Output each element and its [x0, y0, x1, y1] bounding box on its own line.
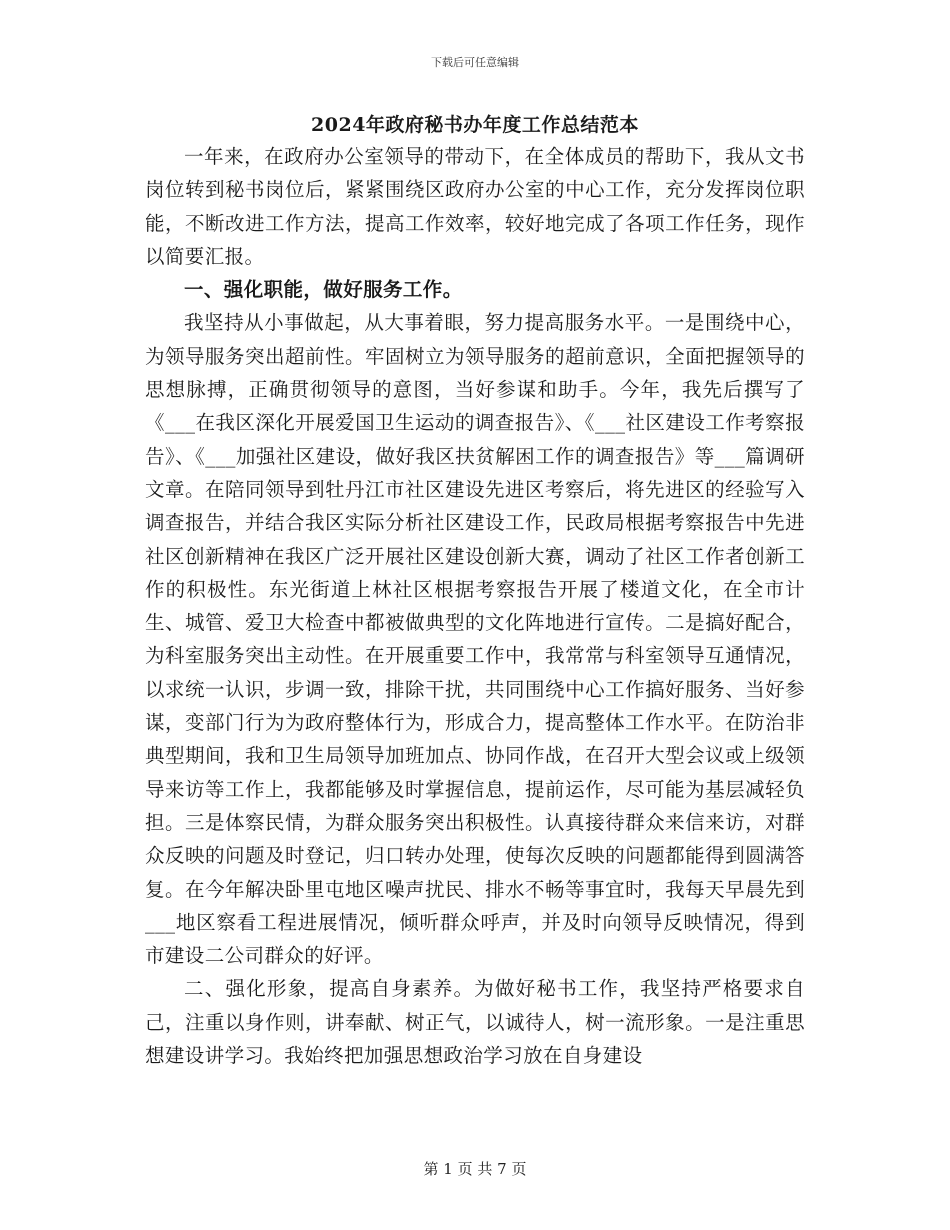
- document-body: [145, 110, 805, 1072]
- page-header-note: 下载后可任意编辑: [431, 56, 519, 69]
- paragraph-intro: 一年来，在政府办公室领导的带动下，在全体成员的帮助下，我从文书岗位转到秘书岗位后，紧紧围绕区政府办公室的中心工作，充分发挥岗位职能，不断改进工作方法，提高工作效率，较好地完成了各项工作任务，现作以简要汇报。: [145, 145, 805, 268]
- paragraph-section-1: 我坚持从小事做起，从大事着眼，努力提高服务水平。一是围绕中心，为领导服务突出超前性。牢固树立为领导服务的超前意识，全面把握领导的思想脉搏，正确贯彻领导的意图，当好参谋和助手。今年，我先后撰写了《___在我区深化开展爱国卫生运动的调查报告》、《___社区建设工作考察报告》、《___加强社区建设，做好我区扶贫解困工作的调查报告》等___篇调研文章。在陪同领导到牡丹江市社区建设先进区考察后，将先进区的经验写入调查报告，并结合我区实际分析社区建设工作，民政局根据考察报告中先进社区创新精神在我区广泛开展社区建设创新大赛，调动了社区工作者创新工作的积极性。东光街道上林社区根据考察报告开展了楼道文化，在全市计生、城管、爱卫大检查中都被做典型的文化阵地进行宣传。二是搞好配合，为科室服务突出主动性。在开展重要工作中，我常常与科室领导互通情况，以求统一认识，步调一致，排除干扰，共同围绕中心工作搞好服务、当好参谋，变部门行为为政府整体行为，形成合力，提高整体工作水平。在防治非典型期间，我和卫生局领导加班加点、协同作战，在召开大型会议或上级领导来访等工作上，我都能够及时掌握信息，提前运作，尽可能为基层减轻负担。三是体察民情，为群众服务突出积极性。认真接待群众来信来访，对群众反映的问题及时登记，归口转办处理，使每次反映的问题都能得到圆满答复。在今年解决卧里屯地区噪声扰民、排水不畅等事宜时，我每天早晨先到___地区察看工程进展情况，倾听群众呼声，并及时向领导反映情况，得到市建设二公司群众的好评。: [145, 311, 805, 968]
- document-title: 2024年政府秘书办年度工作总结范本: [311, 114, 639, 136]
- section-heading-1: 一、强化职能，做好服务工作。: [184, 278, 463, 302]
- paragraph-section-2: 二、强化形象，提高自身素养。为做好秘书工作，我坚持严格要求自己，注重以身作则，讲奉献、树正气，以诚待人，树一流形象。一是注重思想建设讲学习。我始终把加强思想政治学习放在自身建设: [145, 977, 805, 1068]
- page-number: 第 1 页 共 7 页: [423, 1160, 527, 1178]
